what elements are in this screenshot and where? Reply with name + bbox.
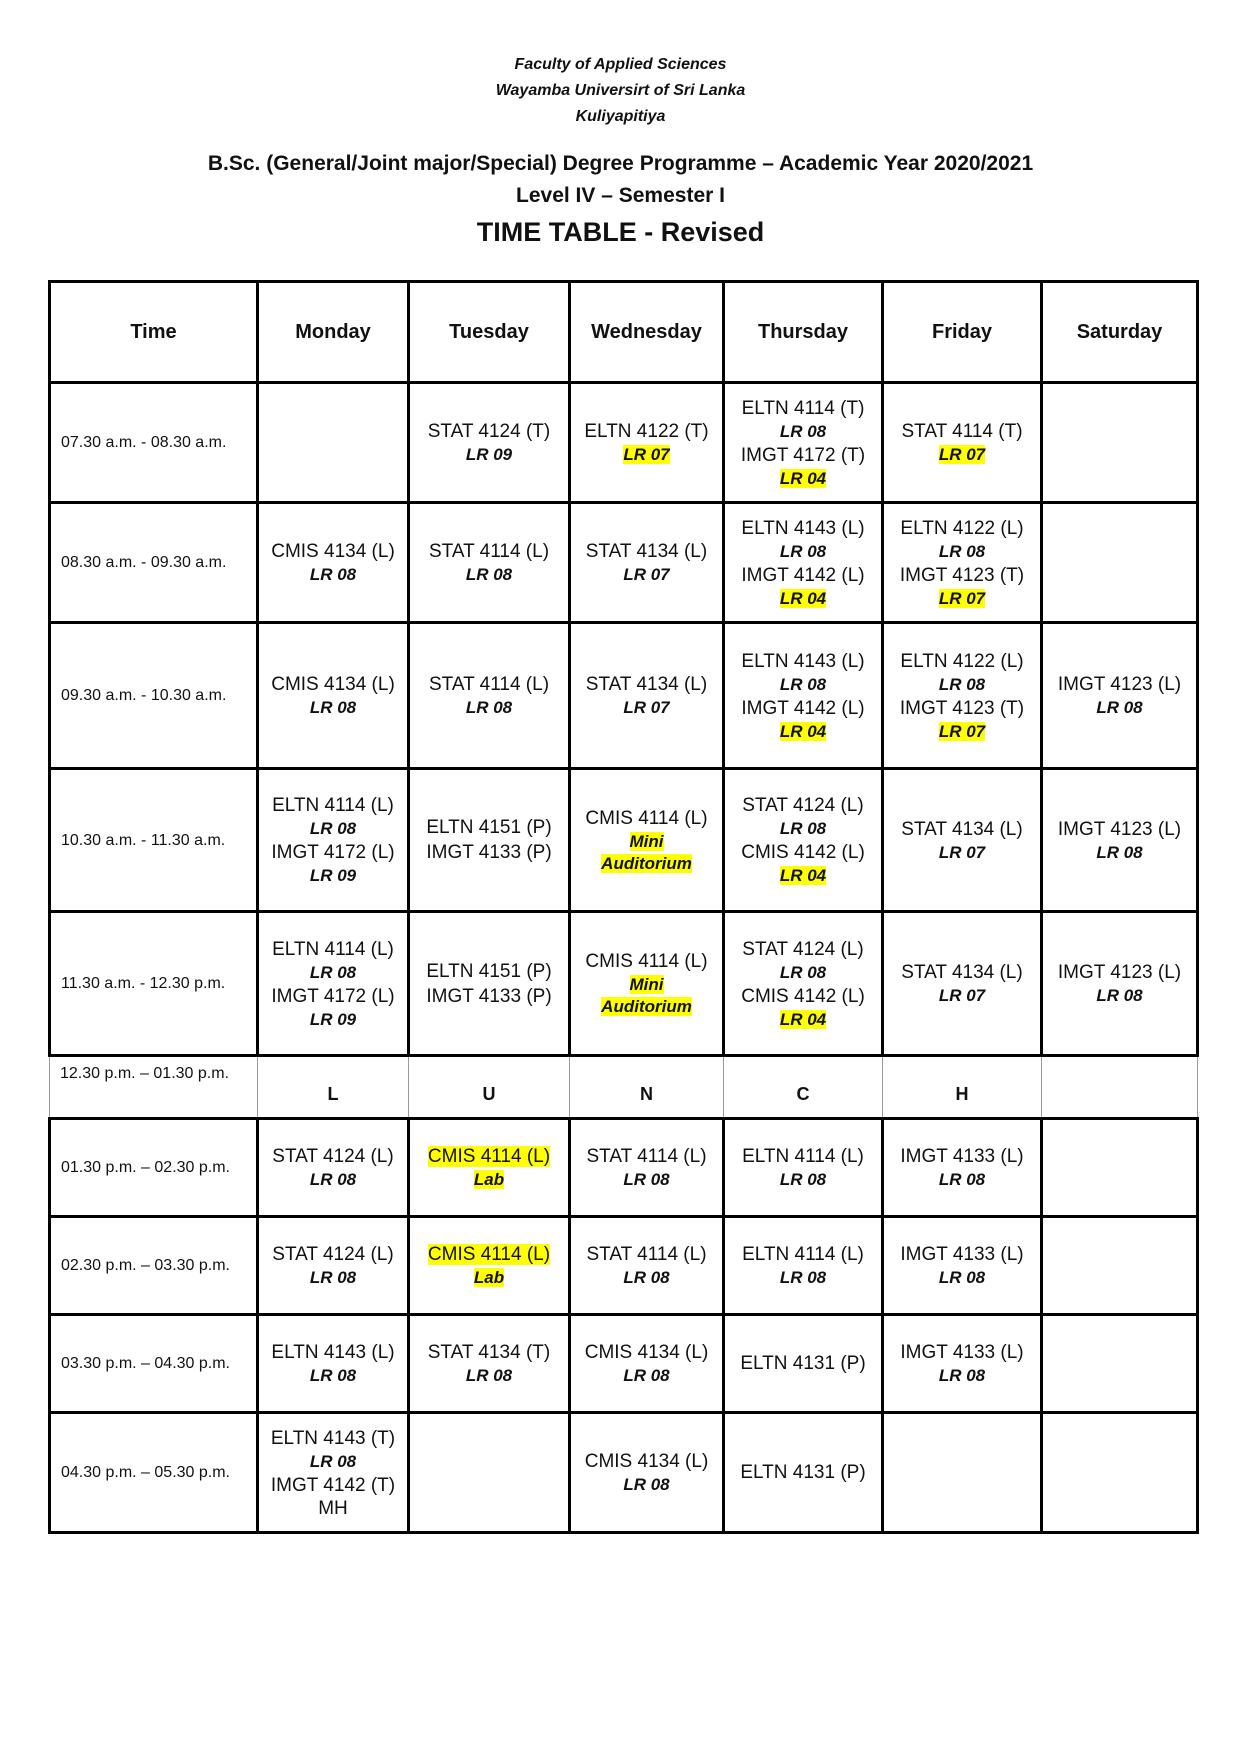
course-code: STAT 4124 (L) <box>272 1244 394 1265</box>
course-code: ELTN 4122 (L) <box>900 517 1024 539</box>
table-cell <box>258 623 409 769</box>
col-header-friday: Friday <box>883 282 1042 383</box>
course-code: ELTN 4114 (L) <box>272 795 394 816</box>
table-cell <box>1042 1413 1198 1533</box>
course-code: STAT 4134 (L) <box>901 818 1023 840</box>
room-label-highlight: LR 07 <box>938 721 986 741</box>
lunch-letter: N <box>570 1056 724 1119</box>
room-label: LR 08 <box>779 962 827 982</box>
time-slot: 08.30 a.m. - 09.30 a.m. <box>50 503 258 623</box>
table-cell <box>409 623 570 769</box>
room-label <box>575 444 718 466</box>
room-label-highlight: LR 04 <box>779 866 827 885</box>
programme-line: B.Sc. (General/Joint major/Special) Degree Programme – Academic Year 2020/2021 <box>207 152 1034 175</box>
col-header-monday: Monday <box>258 282 409 383</box>
course-code: ELTN 4143 (L) <box>741 650 865 672</box>
room-label: LR 07 <box>938 986 986 1005</box>
table-cell <box>724 1119 883 1217</box>
course-code: STAT 4134 (T) <box>427 1342 551 1363</box>
page-title: TIME TABLE - Revised <box>476 217 765 247</box>
col-header-wednesday: Wednesday <box>570 282 724 383</box>
room-label: MH <box>318 1497 348 1519</box>
course-code: ELTN 4114 (L) <box>742 1146 864 1167</box>
course-code: ELTN 4114 (L) <box>272 938 394 960</box>
col-header-saturday: Saturday <box>1042 282 1198 383</box>
room-label: LR 08 <box>309 1268 357 1287</box>
room-label: LR 08 <box>623 1170 670 1189</box>
room-label-highlight: Mini <box>629 831 664 851</box>
table-cell <box>1042 1217 1198 1315</box>
header-row <box>50 282 1198 383</box>
table-cell <box>1042 623 1198 769</box>
room-label <box>729 721 877 743</box>
course-code: STAT 4134 (L) <box>585 541 708 562</box>
room-label: LR 08 <box>465 1366 513 1385</box>
course-code: ELTN 4122 (T) <box>584 421 709 442</box>
course-code: STAT 4114 (L) <box>586 1244 707 1265</box>
table-cell <box>409 1217 570 1315</box>
course-code: IMGT 4123 (L) <box>1057 818 1182 840</box>
course-code: ELTN 4143 (L) <box>741 517 865 539</box>
table-cell <box>409 1413 570 1533</box>
room-label: LR 08 <box>938 1366 986 1385</box>
course-code: ELTN 4151 (P) <box>426 817 552 838</box>
course-code-highlight: CMIS 4114 (L) <box>427 1244 551 1265</box>
time-slot: 07.30 a.m. - 08.30 a.m. <box>50 383 258 503</box>
university-name: Wayamba Universirt of Sri Lanka <box>495 82 746 99</box>
afternoon-rows <box>50 1119 1198 1533</box>
lunch-time: 12.30 p.m. – 01.30 p.m. <box>50 1056 258 1119</box>
table-cell <box>724 623 883 769</box>
room-label: LR 09 <box>309 866 357 885</box>
room-label: LR 07 <box>623 698 670 717</box>
table-cell <box>724 769 883 912</box>
table-cell <box>570 1217 724 1315</box>
table-cell <box>258 1119 409 1217</box>
lunch-letter: U <box>409 1056 570 1119</box>
lunch-letter: H <box>883 1056 1042 1119</box>
table-row <box>50 503 1198 623</box>
time-slot: 11.30 a.m. - 12.30 p.m. <box>50 912 258 1056</box>
course-code: CMIS 4134 (L) <box>584 1342 709 1363</box>
room-label <box>729 468 877 490</box>
table-cell <box>258 1315 409 1413</box>
course-code: IMGT 4133 (P) <box>426 985 552 1007</box>
course-code: STAT 4134 (L) <box>585 674 708 695</box>
table-cell <box>724 503 883 623</box>
room-label <box>729 588 877 610</box>
room-label-highlight: LR 04 <box>779 588 827 608</box>
course-code: IMGT 4172 (L) <box>271 842 395 863</box>
course-code: IMGT 4123 (T) <box>899 697 1025 719</box>
course-code: ELTN 4143 (L) <box>271 1342 395 1363</box>
table-cell <box>258 1413 409 1533</box>
table-cell <box>1042 383 1198 503</box>
table-cell <box>724 383 883 503</box>
location-name: Kuliyapitiya <box>575 108 666 125</box>
course-code: ELTN 4114 (L) <box>742 1244 864 1265</box>
table-cell <box>883 383 1042 503</box>
table-cell <box>570 912 724 1056</box>
course-code: IMGT 4133 (L) <box>900 1342 1024 1363</box>
col-header-thursday: Thursday <box>724 282 883 383</box>
time-slot: 10.30 a.m. - 11.30 a.m. <box>50 769 258 912</box>
course-code: STAT 4124 (L) <box>272 1146 394 1167</box>
room-label <box>888 588 1036 610</box>
document-header <box>0 52 1241 130</box>
table-cell <box>1042 912 1198 1056</box>
room-label: LR 08 <box>309 1451 357 1471</box>
course-code: IMGT 4133 (P) <box>426 842 552 863</box>
course-code: CMIS 4142 (L) <box>741 985 865 1007</box>
room-label <box>888 444 1036 466</box>
lunch-letter <box>1042 1056 1198 1119</box>
table-row <box>50 1413 1198 1533</box>
time-slot: 09.30 a.m. - 10.30 a.m. <box>50 623 258 769</box>
table-cell <box>570 1315 724 1413</box>
room-label: LR 08 <box>309 565 357 584</box>
room-label: LR 08 <box>623 1366 670 1385</box>
course-code: STAT 4124 (L) <box>742 795 864 816</box>
room-label: LR 08 <box>938 1268 986 1287</box>
course-code <box>414 1242 564 1267</box>
room-label: LR 08 <box>623 1475 670 1494</box>
room-label <box>575 831 718 853</box>
room-label: LR 08 <box>1096 986 1143 1005</box>
course-code: STAT 4114 (L) <box>428 674 550 695</box>
room-label-highlight: Auditorium <box>601 997 692 1016</box>
timetable <box>48 280 1199 1534</box>
course-code: ELTN 4131 (P) <box>740 1353 866 1374</box>
room-label: LR 08 <box>779 541 827 561</box>
room-label: LR 08 <box>938 1170 986 1189</box>
course-code: STAT 4134 (L) <box>901 962 1023 983</box>
table-cell <box>883 1217 1042 1315</box>
room-label-highlight: LR 07 <box>623 445 670 464</box>
table-cell <box>1042 769 1198 912</box>
course-code: IMGT 4172 (T) <box>740 444 866 466</box>
course-code: ELTN 4143 (T) <box>270 1427 396 1449</box>
room-label <box>414 1267 564 1289</box>
lunch-rows <box>50 1056 1198 1119</box>
room-label: LR 08 <box>779 819 827 838</box>
room-label-highlight: LR 07 <box>938 588 986 608</box>
table-cell <box>883 1315 1042 1413</box>
table-row <box>50 1217 1198 1315</box>
course-code: IMGT 4142 (L) <box>741 564 865 586</box>
room-label <box>729 865 877 887</box>
room-label-highlight: Lab <box>473 1170 505 1189</box>
room-label-highlight: LR 04 <box>779 1009 827 1029</box>
course-code: ELTN 4131 (P) <box>740 1462 866 1483</box>
course-code: STAT 4114 (T) <box>901 421 1023 442</box>
time-slot: 02.30 p.m. – 03.30 p.m. <box>50 1217 258 1315</box>
course-code: IMGT 4133 (L) <box>900 1146 1024 1167</box>
course-code: STAT 4124 (T) <box>427 421 551 442</box>
table-cell <box>724 912 883 1056</box>
level-line: Level IV – Semester I <box>516 184 725 207</box>
course-code: ELTN 4122 (L) <box>900 650 1024 672</box>
table-cell <box>883 503 1042 623</box>
course-code: CMIS 4134 (L) <box>271 674 395 695</box>
course-code: CMIS 4134 (L) <box>584 1451 709 1472</box>
room-label: LR 08 <box>779 1170 827 1189</box>
room-label: LR 09 <box>309 1009 357 1029</box>
table-cell <box>883 769 1042 912</box>
table-cell <box>570 623 724 769</box>
room-label: LR 08 <box>779 1268 827 1287</box>
course-code-highlight: CMIS 4114 (L) <box>427 1146 551 1167</box>
table-cell <box>883 1413 1042 1533</box>
table-cell <box>409 503 570 623</box>
room-label: LR 07 <box>938 842 986 862</box>
course-code: STAT 4124 (L) <box>742 938 864 960</box>
time-slot: 01.30 p.m. – 02.30 p.m. <box>50 1119 258 1217</box>
lunch-letter: L <box>258 1056 409 1119</box>
room-label: LR 08 <box>623 1268 670 1287</box>
room-label: LR 08 <box>1096 842 1143 862</box>
table-cell <box>1042 503 1198 623</box>
course-code: STAT 4114 (L) <box>428 541 550 562</box>
table-cell <box>570 769 724 912</box>
course-code: IMGT 4172 (L) <box>271 985 395 1007</box>
room-label: LR 08 <box>938 541 986 561</box>
room-label: LR 08 <box>309 1170 357 1189</box>
table-cell <box>409 383 570 503</box>
table-row <box>50 769 1198 912</box>
table-cell <box>570 503 724 623</box>
table-cell <box>724 1413 883 1533</box>
table-row <box>50 1315 1198 1413</box>
room-label <box>414 1169 564 1191</box>
course-code: IMGT 4123 (L) <box>1057 962 1182 983</box>
lunch-row <box>50 1056 1198 1119</box>
table-cell <box>409 912 570 1056</box>
time-slot: 04.30 p.m. – 05.30 p.m. <box>50 1413 258 1533</box>
time-slot: 03.30 p.m. – 04.30 p.m. <box>50 1315 258 1413</box>
table-cell <box>724 1217 883 1315</box>
table-cell <box>409 769 570 912</box>
table-cell <box>1042 1315 1198 1413</box>
room-label <box>575 974 718 996</box>
room-label: LR 09 <box>465 445 513 464</box>
room-label-highlight: Auditorium <box>601 853 692 873</box>
room-label: LR 08 <box>309 698 357 717</box>
table-cell <box>883 1119 1042 1217</box>
room-label <box>575 996 718 1018</box>
course-code: STAT 4114 (L) <box>586 1146 707 1167</box>
room-label-highlight: LR 04 <box>779 468 827 488</box>
table-cell <box>570 1119 724 1217</box>
table-cell <box>258 383 409 503</box>
room-label-highlight: Mini <box>629 975 664 994</box>
table-cell <box>258 769 409 912</box>
table-cell <box>570 1413 724 1533</box>
course-code: CMIS 4114 (L) <box>585 807 708 829</box>
room-label: LR 08 <box>309 1366 357 1385</box>
table-row <box>50 1119 1198 1217</box>
room-label: LR 08 <box>465 698 513 717</box>
course-code: IMGT 4142 (T) <box>270 1474 396 1496</box>
room-label <box>729 1009 877 1031</box>
room-label-highlight: LR 04 <box>779 721 827 741</box>
course-code: IMGT 4123 (L) <box>1057 674 1182 695</box>
room-label: LR 08 <box>465 565 513 584</box>
room-label: LR 07 <box>623 565 670 584</box>
table-cell <box>883 623 1042 769</box>
table-cell <box>258 912 409 1056</box>
table-row <box>50 912 1198 1056</box>
col-header-tuesday: Tuesday <box>409 282 570 383</box>
table-cell <box>883 912 1042 1056</box>
room-label <box>575 853 718 875</box>
room-label: LR 08 <box>779 674 827 694</box>
room-label: LR 08 <box>779 421 827 441</box>
room-label: LR 08 <box>309 819 357 838</box>
course-code <box>414 1144 564 1169</box>
col-header-time: Time <box>50 282 258 383</box>
course-code: CMIS 4134 (L) <box>271 541 395 562</box>
course-code: IMGT 4142 (L) <box>741 697 865 719</box>
course-code: ELTN 4151 (P) <box>426 960 552 982</box>
faculty-name: Faculty of Applied Sciences <box>514 56 727 73</box>
table-cell <box>724 1315 883 1413</box>
room-label-highlight: LR 07 <box>938 445 986 464</box>
room-label: LR 08 <box>309 962 357 982</box>
table-cell <box>570 383 724 503</box>
course-code: CMIS 4114 (L) <box>585 951 708 972</box>
room-label: LR 08 <box>1096 698 1143 717</box>
table-cell <box>409 1119 570 1217</box>
table-row <box>50 623 1198 769</box>
table-row <box>50 383 1198 503</box>
table-cell <box>258 503 409 623</box>
course-code: IMGT 4123 (T) <box>899 564 1025 586</box>
course-code: CMIS 4142 (L) <box>741 842 865 863</box>
morning-rows <box>50 383 1198 1056</box>
room-label <box>888 721 1036 743</box>
lunch-letter: C <box>724 1056 883 1119</box>
course-code: IMGT 4133 (L) <box>900 1244 1024 1265</box>
course-code: ELTN 4114 (T) <box>741 397 865 419</box>
table-cell <box>409 1315 570 1413</box>
table-cell <box>1042 1119 1198 1217</box>
room-label-highlight: Lab <box>473 1268 505 1287</box>
table-cell <box>258 1217 409 1315</box>
room-label: LR 08 <box>938 674 986 694</box>
